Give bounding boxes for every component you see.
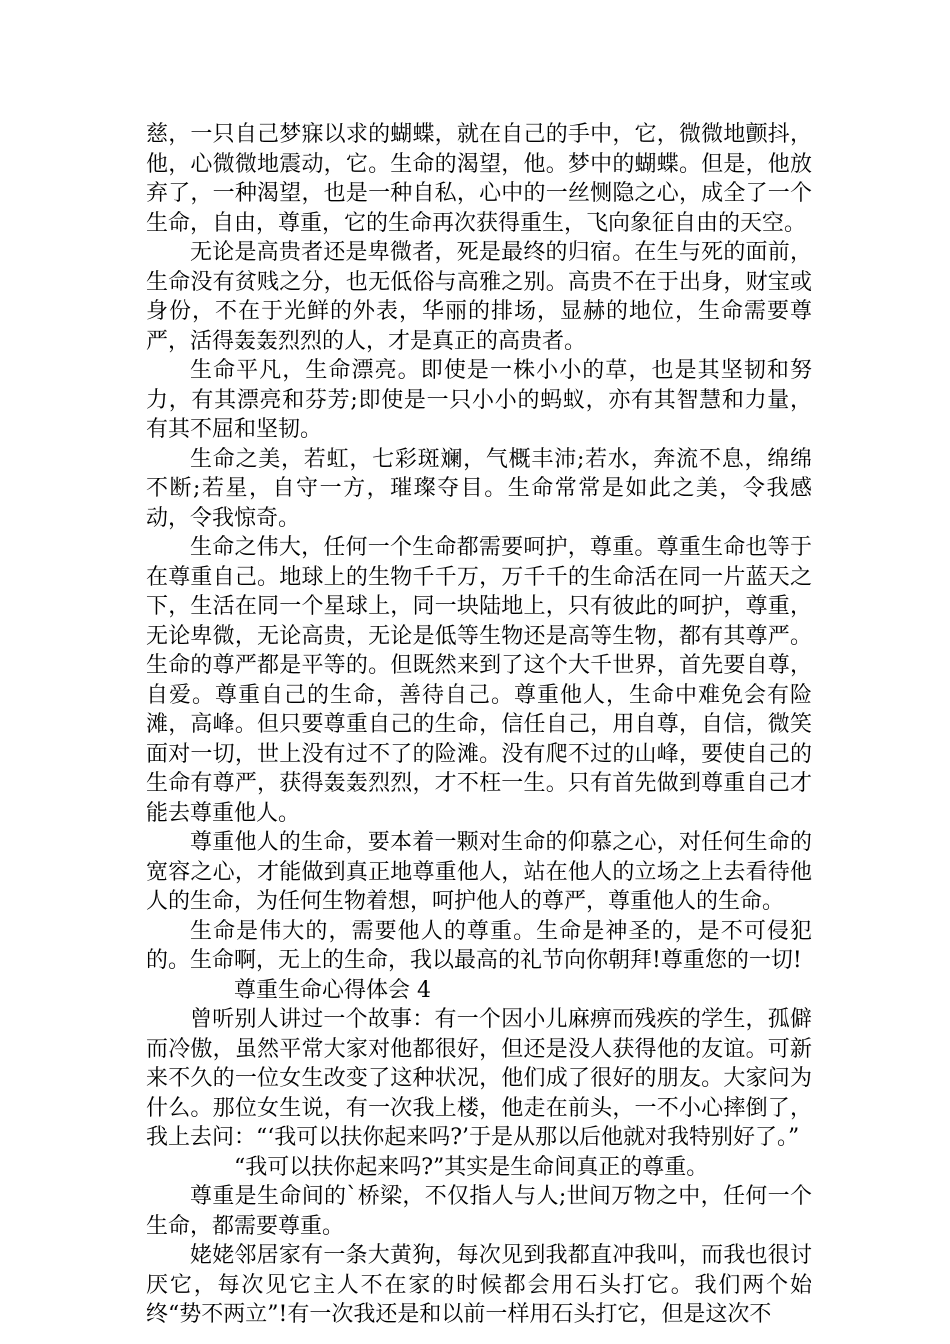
paragraph-ordinary-life: 生命平凡，生命漂亮。即使是一株小小的草，也是其坚韧和努力，有其漂亮和芬芳;即使是一只小小的蚂蚁，亦有其智慧和力量，有其不屈和坚韧。 [146,358,812,442]
paragraph-quote: “我可以扶你起来吗?”其实是生命间真正的尊重。 [234,1154,709,1180]
paragraph-bridge: 尊重是生命间的`桥梁，不仅指人与人;世间万物之中，任何一个生命，都需要尊重。 [146,1184,812,1239]
paragraph-sacred-life: 生命是伟大的，需要他人的尊重。生命是神圣的，是不可侵犯的。生命啊，无上的生命，我以最高的礼节向你朝拜!尊重您的一切! [146,918,812,973]
paragraph-butterfly: 慈，一只自己梦寐以求的蝴蝶，就在自己的手中，它，微微地颤抖，他，心微微地震动，它。生命的渴望，他。梦中的蝴蝶。但是，他放弃了，一种渴望，也是一种自私，心中的一丝恻隐之心，成全了一个生命，自由，尊重，它的生命再次获得重生，飞向象征自由的天空。 [146,122,812,236]
paragraph-nobility: 无论是高贵者还是卑微者，死是最终的归宿。在生与死的面前，生命没有贫贱之分，也无低俗与高雅之别。高贵不在于出身，财宝或身份，不在于光鲜的外表，华丽的排场，显赫的地位，生命需要尊严，活得轰轰烈烈的人，才是真正的高贵者。 [146,240,812,354]
paragraph-story: 曾听别人讲过一个故事：有一个因小儿麻痹而残疾的学生，孤僻而冷傲，虽然平常大家对他都很好，但还是没人获得他的友谊。可新来不久的一位女生改变了这种状况，他们成了很好的朋友。大家问为什么。那位女生说，有一次我上楼，他走在前头，一不小心摔倒了，我上去问：“‘我可以扶你起来吗?’于是从那以后他就对我特别好了。” [146,1007,812,1150]
document-body [146,120,812,1330]
section-heading: 尊重生命心得体会 4 [234,977,431,1003]
paragraph-dog: 姥姥邻居家有一条大黄狗，每次见到我都直冲我叫，而我也很讨厌它，每次见它主人不在家的时候都会用石头打它。我们两个始终“势不两立”!有一次我还是和以前一样用石头打它，但是这次不 [146,1243,812,1327]
paragraph-greatness-of-life: 生命之伟大，任何一个生命都需要呵护，尊重。尊重生命也等于在尊重自己。地球上的生物千千万，万千千的生命活在同一片蓝天之下，生活在同一个星球上，同一块陆地上，只有彼此的呵护，尊重，无论卑微，无论高贵，无论是低等生物还是高等生物，都有其尊严。生命的尊严都是平等的。但既然来到了这个大千世界，首先要自尊，自爱。尊重自己的生命，善待自己。尊重他人，生命中难免会有险滩，高峰。但只要尊重自己的生命，信任自己，用自尊，自信，微笑面对一切，世上没有过不了的险滩。没有爬不过的山峰，要使自己的生命有尊严，获得轰轰烈烈，才不枉一生。只有首先做到尊重自己才能去尊重他人。 [146,535,812,826]
paragraph-respect-others: 尊重他人的生命，要本着一颗对生命的仰慕之心，对任何生命的宽容之心，才能做到真正地尊重他人，站在他人的立场之上去看待他人的生命，为任何生物着想，呵护他人的尊严，尊重他人的生命。 [146,830,812,914]
paragraph-beauty-of-life: 生命之美，若虹，七彩斑斓，气概丰沛;若水，奔流不息，绵绵不断;若星，自守一方，璀璨夺目。生命常常是如此之美，令我感动，令我惊奇。 [146,446,812,531]
